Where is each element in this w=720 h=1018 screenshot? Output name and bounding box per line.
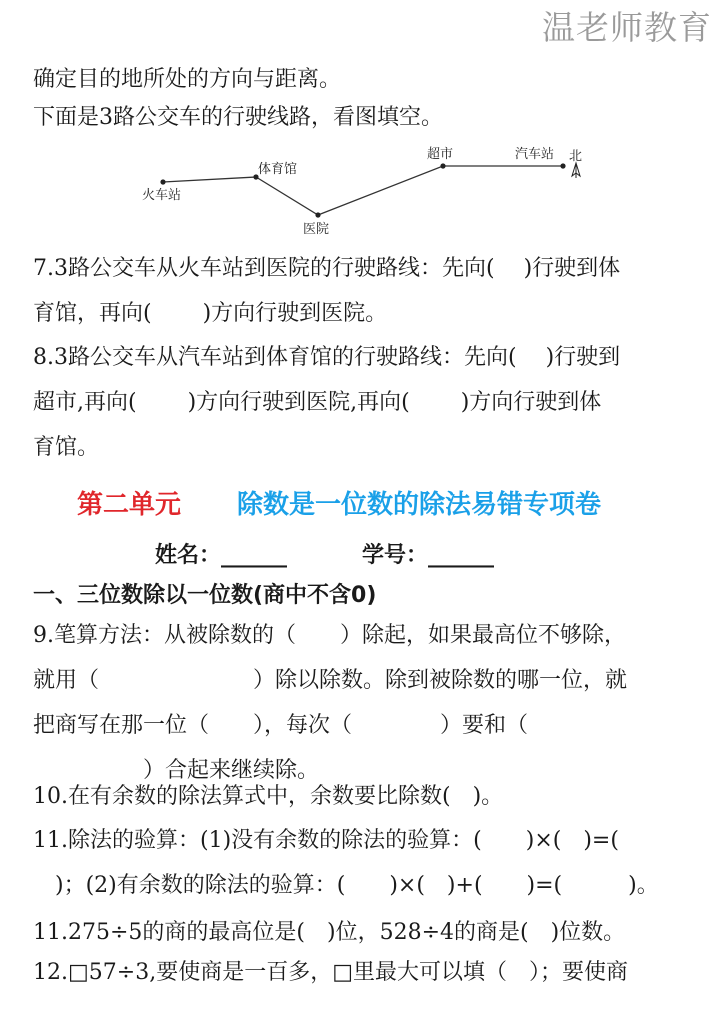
q11b-line: 11.275÷5的商的最高位是( )位，528÷4的商是( )位数。 bbox=[33, 920, 626, 945]
bus-route-map bbox=[0, 135, 720, 245]
north-arrow-icon bbox=[572, 163, 580, 178]
stop-label-hospital: 医院 bbox=[303, 222, 330, 237]
q9-line-4: ）合起来继续除。 bbox=[33, 758, 320, 783]
q8-line-2: 超市,再向( )方向行驶到医院,再向( )方向行驶到体 bbox=[33, 390, 602, 415]
intro-line-2: 下面是3路公交车的行驶线路，看图填空。 bbox=[33, 105, 443, 130]
name-field: 姓名：______ bbox=[155, 543, 288, 568]
unit-title: 第二单元 bbox=[77, 490, 182, 520]
q9-line-3: 把商写在那一位（ ），每次（ ）要和（ bbox=[33, 713, 529, 738]
q9-line-1: 9.笔算方法：从被除数的（ ）除起，如果最高位不够除， bbox=[33, 623, 626, 648]
stop-label-train-station: 火车站 bbox=[142, 188, 182, 203]
route-line bbox=[163, 166, 563, 215]
student-id-field: 学号：______ bbox=[362, 543, 495, 568]
stop-dot-hospital bbox=[315, 212, 320, 217]
q7-line-1: 7.3路公交车从火车站到医院的行驶路线：先向( )行驶到体 bbox=[33, 256, 621, 281]
stop-label-bus-station: 汽车站 bbox=[515, 147, 555, 162]
watermark: 温老师教育 bbox=[542, 8, 712, 47]
intro-line-1: 确定目的地所处的方向与距离。 bbox=[33, 67, 342, 92]
q8-line-3: 育馆。 bbox=[33, 435, 100, 460]
q10-line: 10.在有余数的除法算式中，余数要比除数( )。 bbox=[33, 784, 504, 809]
question-8 bbox=[33, 335, 693, 470]
worksheet-title: 除数是一位数的除法易错专项卷 bbox=[237, 490, 602, 520]
question-12 bbox=[33, 950, 693, 995]
q11a-line-2: )；(2)有余数的除法的验算：( )×( )+( )=( )。 bbox=[33, 873, 659, 898]
stop-label-supermarket: 超市 bbox=[427, 147, 454, 162]
stop-dot-bus-station bbox=[560, 163, 565, 168]
stop-dot-train-station bbox=[160, 179, 165, 184]
q12-line: 12.□57÷3,要使商是一百多，□里最大可以填（ ）；要使商 bbox=[33, 960, 628, 985]
north-label: 北 bbox=[569, 149, 583, 164]
section-heading-1: 一、三位数除以一位数(商中不含0) bbox=[33, 583, 377, 608]
q7-line-2: 育馆，再向( )方向行驶到医院。 bbox=[33, 301, 388, 326]
stop-dot-supermarket bbox=[440, 163, 445, 168]
q9-line-2: 就用（ ）除以除数。除到被除数的哪一位，就 bbox=[33, 668, 628, 693]
q8-line-1: 8.3路公交车从汽车站到体育馆的行驶路线：先向( )行驶到 bbox=[33, 345, 621, 370]
question-10 bbox=[33, 774, 693, 819]
stop-label-stadium: 体育馆 bbox=[258, 162, 298, 177]
question-11a bbox=[33, 818, 693, 908]
question-9 bbox=[33, 613, 693, 793]
q11a-line-1: 11.除法的验算：(1)没有余数的除法的验算：( )×( )=( bbox=[33, 828, 619, 853]
question-7 bbox=[33, 246, 693, 336]
question-11b bbox=[33, 910, 693, 955]
